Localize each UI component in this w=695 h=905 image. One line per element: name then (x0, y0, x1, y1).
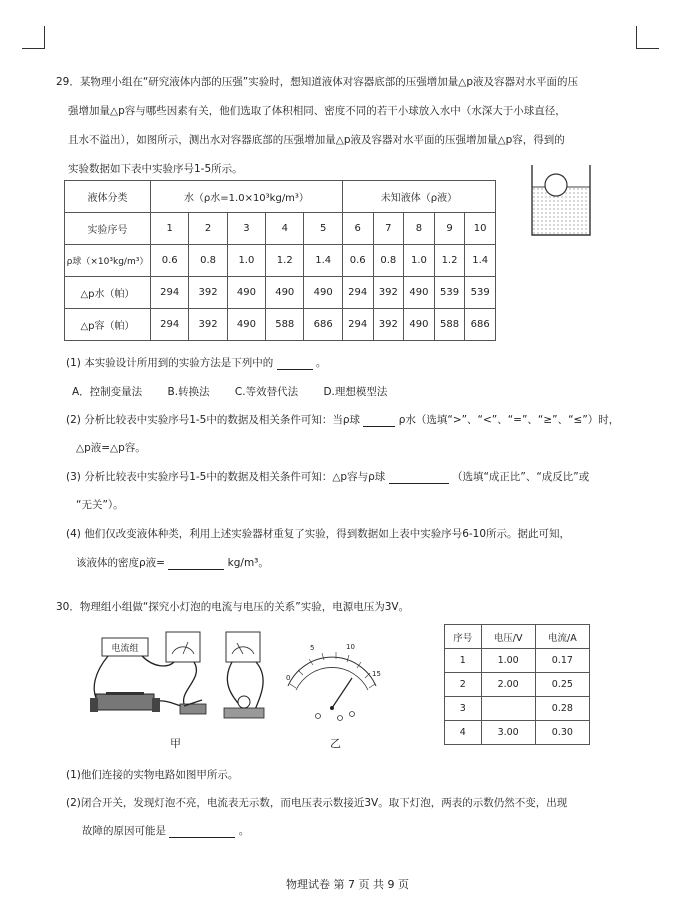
cell: 392 (189, 309, 227, 341)
cell: 490 (227, 309, 265, 341)
header-water: 水（ρ水=1.0×10³kg/m³） (151, 181, 343, 213)
dial-tick-10: 10 (346, 643, 355, 651)
cell: 392 (189, 277, 227, 309)
cell: 539 (465, 277, 496, 309)
answer-blank-3[interactable] (389, 471, 449, 484)
q30-data-table (444, 624, 590, 745)
row-label: △p容（帕） (65, 309, 151, 341)
table-row-dp-liquid (65, 277, 496, 309)
cell: 539 (434, 277, 465, 309)
cell: 490 (404, 309, 435, 341)
dial-tick-15: 15 (372, 670, 381, 678)
cell: 686 (304, 309, 342, 341)
cell: 3 (227, 213, 265, 245)
row-label: ρ球（×10³kg/m³） (65, 245, 151, 277)
crop-mark-left (22, 26, 45, 49)
cell: 1.00 (481, 649, 535, 673)
q29-sub2-text-b: ρ水（选填“>”、“<”、“=”、“≥”、“≤”）时， (398, 414, 620, 426)
cell: 0.6 (151, 245, 189, 277)
cell: 0.28 (535, 697, 589, 721)
cell: 3.00 (481, 721, 535, 745)
table-row-rho (65, 245, 496, 277)
q29-sub4: (4) 他们仅改变液体种类，利用上述实验器材重复了实验，得到数据如上表中实验序号6-10所示。据此可知， (66, 528, 571, 540)
cell: 588 (266, 309, 304, 341)
figure-label-jia: 甲 (170, 737, 181, 750)
q30-sub2-line2 (82, 823, 249, 838)
cell: 2 (445, 673, 482, 697)
table-row-dp-container (65, 309, 496, 341)
q29-sub2-text-a: (2) 分析比较表中实验序号1-5中的数据及相关条件可知：当ρ球 (66, 414, 361, 426)
q29-sub1 (66, 355, 326, 370)
q29-sub1-text: (1) 本实验设计所用到的实验方法是下列中的 (66, 357, 274, 369)
row-label: 实验序号 (65, 213, 151, 245)
cell: 10 (465, 213, 496, 245)
q29-line-2: 强增加量△p容与哪些因素有关，他们选取了体积相同、密度不同的若干小球放入水中（水深大于小球直径， (68, 105, 566, 117)
cell: 1.2 (266, 245, 304, 277)
table-row (445, 697, 590, 721)
table-header-row (445, 625, 590, 649)
q29-data-table (64, 180, 496, 341)
crop-mark-right (636, 26, 659, 49)
dial-tick-0: 0 (286, 674, 291, 682)
q30-sub1: (1)他们连接的实物电路如图甲所示。 (66, 769, 239, 781)
cell: 4 (445, 721, 482, 745)
cell: 3 (445, 697, 482, 721)
answer-blank-4[interactable] (168, 557, 224, 570)
cell: 490 (404, 277, 435, 309)
header-seq: 序号 (445, 625, 482, 649)
q29-sub1-end: 。 (315, 357, 327, 369)
cell: 1 (151, 213, 189, 245)
q29-line-4: 实验数据如下表中实验序号1-5所示。 (68, 163, 243, 175)
table-row (445, 649, 590, 673)
cell (481, 697, 535, 721)
cell: 490 (304, 277, 342, 309)
table-row-seq (65, 213, 496, 245)
header-unknown-liquid: 未知液体（ρ液） (342, 181, 495, 213)
answer-blank-1[interactable] (277, 357, 313, 370)
cell: 0.8 (373, 245, 404, 277)
q29-sub3 (66, 469, 589, 484)
header-current: 电流/A (535, 625, 589, 649)
cell: 8 (404, 213, 435, 245)
q29-line-1: 29．某物理小组在“研究液体内部的压强”实验时，想知道液体对容器底部的压强增加量△p液及容器对水平面的压 (56, 76, 578, 88)
figure-label-yi: 乙 (330, 737, 341, 750)
option-d: D.理想模型法 (323, 386, 388, 398)
q29-options (72, 384, 387, 399)
cell: 294 (151, 277, 189, 309)
q29-sub3-text-b: （选填“成正比”、“成反比”或 (451, 471, 590, 483)
table-row (445, 673, 590, 697)
q30-sub2: (2)闭合开关，发现灯泡不亮，电流表无示数，而电压表示数接近3V。取下灯泡，两表的示数仍然不变，出现 (66, 797, 568, 809)
beaker-with-ball-figure (528, 163, 594, 239)
cell: 490 (266, 277, 304, 309)
table-row (445, 721, 590, 745)
cell: 294 (342, 309, 373, 341)
cell: 0.6 (342, 245, 373, 277)
answer-blank-5[interactable] (169, 825, 235, 838)
cell: 588 (434, 309, 465, 341)
q29-sub3-text-a: (3) 分析比较表中实验序号1-5中的数据及相关条件可知：△p容与ρ球 (66, 471, 386, 483)
option-c: C.等效替代法 (234, 386, 299, 398)
row-label: △p水（帕） (65, 277, 151, 309)
cell: 2 (189, 213, 227, 245)
q29-sub4-line2 (76, 555, 269, 570)
q29-sub3-line2: “无关”）。 (76, 499, 124, 511)
question-30-stem: 30．物理组小组做“探究小灯泡的电流与电压的关系”实验，电源电压为3V。 (56, 601, 410, 613)
q29-sub4-unit: kg/m³。 (227, 557, 269, 569)
cell: 490 (227, 277, 265, 309)
cell: 392 (373, 277, 404, 309)
cell: 4 (266, 213, 304, 245)
cell: 6 (342, 213, 373, 245)
cell: 0.8 (189, 245, 227, 277)
cell: 0.17 (535, 649, 589, 673)
cell: 0.25 (535, 673, 589, 697)
q30-sub2-end: 。 (238, 825, 250, 837)
cell: 1.2 (434, 245, 465, 277)
cell: 686 (465, 309, 496, 341)
circuit-photo-figure (84, 628, 280, 740)
answer-blank-2[interactable] (363, 414, 395, 427)
battery-label: 电流组 (111, 644, 139, 654)
cell: 1.0 (404, 245, 435, 277)
q29-sub4-text-b: 该液体的密度ρ液= (76, 557, 165, 569)
cell: 1.4 (465, 245, 496, 277)
q29-sub2-line2: △p液=△p容。 (76, 442, 146, 454)
cell: 294 (342, 277, 373, 309)
cell: 7 (373, 213, 404, 245)
cell: 294 (151, 309, 189, 341)
cell: 1 (445, 649, 482, 673)
option-b: B.转换法 (167, 386, 210, 398)
page-footer: 物理试卷 第 7 页 共 9 页 (286, 878, 409, 891)
header-liquid-type: 液体分类 (65, 181, 151, 213)
cell: 0.30 (535, 721, 589, 745)
voltmeter-dial-figure (282, 640, 382, 724)
q30-sub2-text-b: 故障的原因可能是 (82, 825, 166, 837)
cell: 392 (373, 309, 404, 341)
q29-line-3: 且水不溢出），如图所示，测出水对容器底部的压强增加量△p液及容器对水平面的压强增加量△p容，得到的 (68, 134, 565, 146)
dial-tick-5: 5 (310, 644, 315, 652)
q29-sub2 (66, 412, 619, 427)
cell: 2.00 (481, 673, 535, 697)
cell: 9 (434, 213, 465, 245)
cell: 5 (304, 213, 342, 245)
option-a: A．控制变量法 (72, 386, 143, 398)
header-voltage: 电压/V (481, 625, 535, 649)
table-header-row (65, 181, 496, 213)
cell: 1.4 (304, 245, 342, 277)
cell: 1.0 (227, 245, 265, 277)
